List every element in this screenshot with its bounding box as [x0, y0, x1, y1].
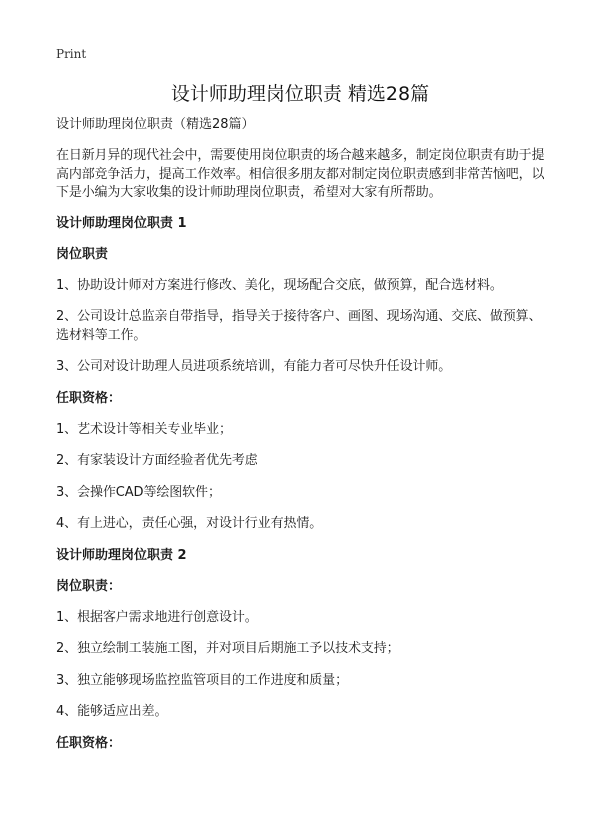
list-item: 1、协助设计师对方案进行修改、美化，现场配合交底，做预算，配合选材料。: [56, 277, 503, 293]
section-title: 设计师助理岗位职责 1: [56, 215, 187, 231]
page-title: 设计师助理岗位职责 精选28篇: [170, 83, 430, 105]
list-item: 1、艺术设计等相关专业毕业；: [56, 421, 232, 437]
list-item: 4、能够适应出差。: [56, 704, 168, 719]
duties-heading: 岗位职责: [56, 246, 109, 262]
document-body: [56, 116, 550, 766]
section-title: 设计师助理岗位职责 2: [56, 547, 187, 563]
list-item: 4、有上进心，责任心强，对设计行业有热情。: [56, 516, 323, 531]
list-item: 3、公司对设计助理人员进项系统培训，有能力者可尽快升任设计师。: [56, 359, 452, 374]
list-item: 2、公司设计总监亲自带指导，指导关于接待客户、画图、现场沟通、交底、做预算、选材料等工作。: [56, 309, 542, 343]
intro-paragraph: 在日新月异的现代社会中，需要使用岗位职责的场合越来越多，制定岗位职责有助于提高内部竞争活力，提高工作效率。相信很多朋友都对制定岗位职责感到非常苦恼吧，以下是小编为大家收集的设计师助理岗位职责，希望对大家有所帮助。: [56, 148, 545, 200]
print-link[interactable]: Print: [56, 47, 87, 61]
qualifications-heading: 任职资格：: [56, 390, 122, 406]
list-item: 3、会操作CAD等绘图软件；: [56, 484, 221, 500]
list-item: 1、根据客户需求地进行创意设计。: [56, 609, 258, 625]
list-item: 2、有家装设计方面经验者优先考虑: [56, 453, 258, 468]
duties-heading: 岗位职责：: [56, 578, 122, 594]
list-item: 2、独立绘制工装施工图，并对项目后期施工予以技术支持；: [56, 641, 400, 656]
doc-subtitle: 设计师助理岗位职责（精选28篇）: [56, 117, 255, 132]
list-item: 3、独立能够现场监控监管项目的工作进度和质量；: [56, 672, 348, 688]
qualifications-heading: 任职资格：: [56, 735, 122, 751]
